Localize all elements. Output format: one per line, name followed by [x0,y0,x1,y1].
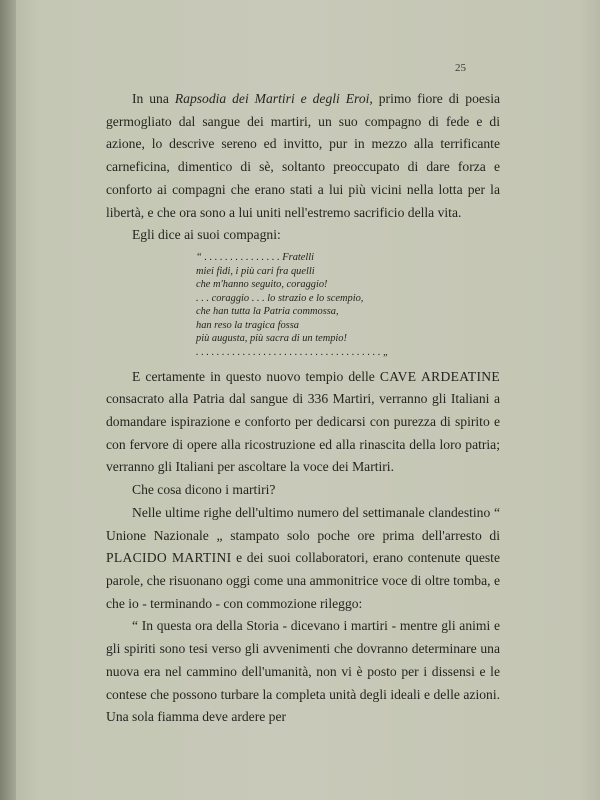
paragraph-text: consacrato alla Patria dal sangue di 336 Martiri, verranno gli Italiani a domandare ispirazione e conforto per dedicarsi con purezza di spirito e con fervore di opere alla ricostruzione ed alla rinascita della loro patria; verranno gli Italiani per ascoltare la voce dei Martiri. [106,391,500,475]
poem-line: . . . coraggio . . . lo strazio e lo scempio, [196,292,364,304]
body-text [106,88,500,729]
page-number: 25 [455,62,466,74]
paragraph-text: e dei suoi collaboratori, erano contenute queste parole, che risuonano oggi come una ammonitrice voce di oltre tomba, e che io - terminando - con commozione rileggo: [106,550,500,611]
poem-line: che m'hanno seguito, coraggio! [196,279,328,291]
place-name: CAVE ARDEATINE [379,368,500,384]
poem-line: che han tutta la Patria commossa, [196,306,339,318]
work-title: Rapsodia dei Martiri e degli Eroi, [174,91,373,106]
paragraph-text: E certamente in questo nuovo tempio delle [132,368,380,384]
paragraph-text: Nelle ultime righe dell'ultimo numero del settimanale clandestino “ Unione Nazionale „ stampato solo poche ore prima dell'arresto di [106,504,500,543]
paragraph-rapsodia [106,88,500,224]
poem-line: più augusta, più sacra di un tempio! [196,333,347,345]
paragraph-text: In una [132,91,175,106]
binding-gutter [0,0,16,800]
poem-line: miei fidi, i più cari fra quelli [196,265,315,277]
paragraph-martyrs-quote: “ In questa ora della Storia - dicevano i martiri - mentre gli animi e gli spiriti sono tesi verso gli avvenimenti che dovranno determinare una nuova era nel cammino dell'umanità, non vi è posto per i dissensi e le contese che possono turbare la completa unità degli ideali e delle azioni. Una sola fiamma deve ardere per [106,618,500,725]
poem-line: han reso la tragica fossa [196,319,299,331]
person-name: PLACIDO MARTINI [106,550,232,566]
paragraph-text: primo fiore di poesia germogliato dal sangue dei martiri, un suo compagno di fede e di azione, lo descrive sereno ed invitto, pur in mezzo alla terrificante carneficina, dimentico di sè, soltanto preoccupato di dare forza e conforto ai compagni che erano stati a lui più vicini nella lotta per la libertà, e che ora sono a lui uniti nell'estremo sacrificio della vita. [106,91,501,220]
paragraph-unione-nazionale [106,502,500,616]
paragraph-question: Che cosa dicono i martiri? [132,482,276,498]
poem-line: “ . . . . . . . . . . . . . . . Fratelli [196,251,315,263]
paragraph-intro-poem: Egli dice ai suoi compagni: [132,227,281,243]
paragraph-cave-ardeatine [106,366,500,480]
poem-quote [196,251,500,360]
poem-line: . . . . . . . . . . . . . . . . . . . . . . . . . . . . . . . . . . . . „ [196,347,389,359]
